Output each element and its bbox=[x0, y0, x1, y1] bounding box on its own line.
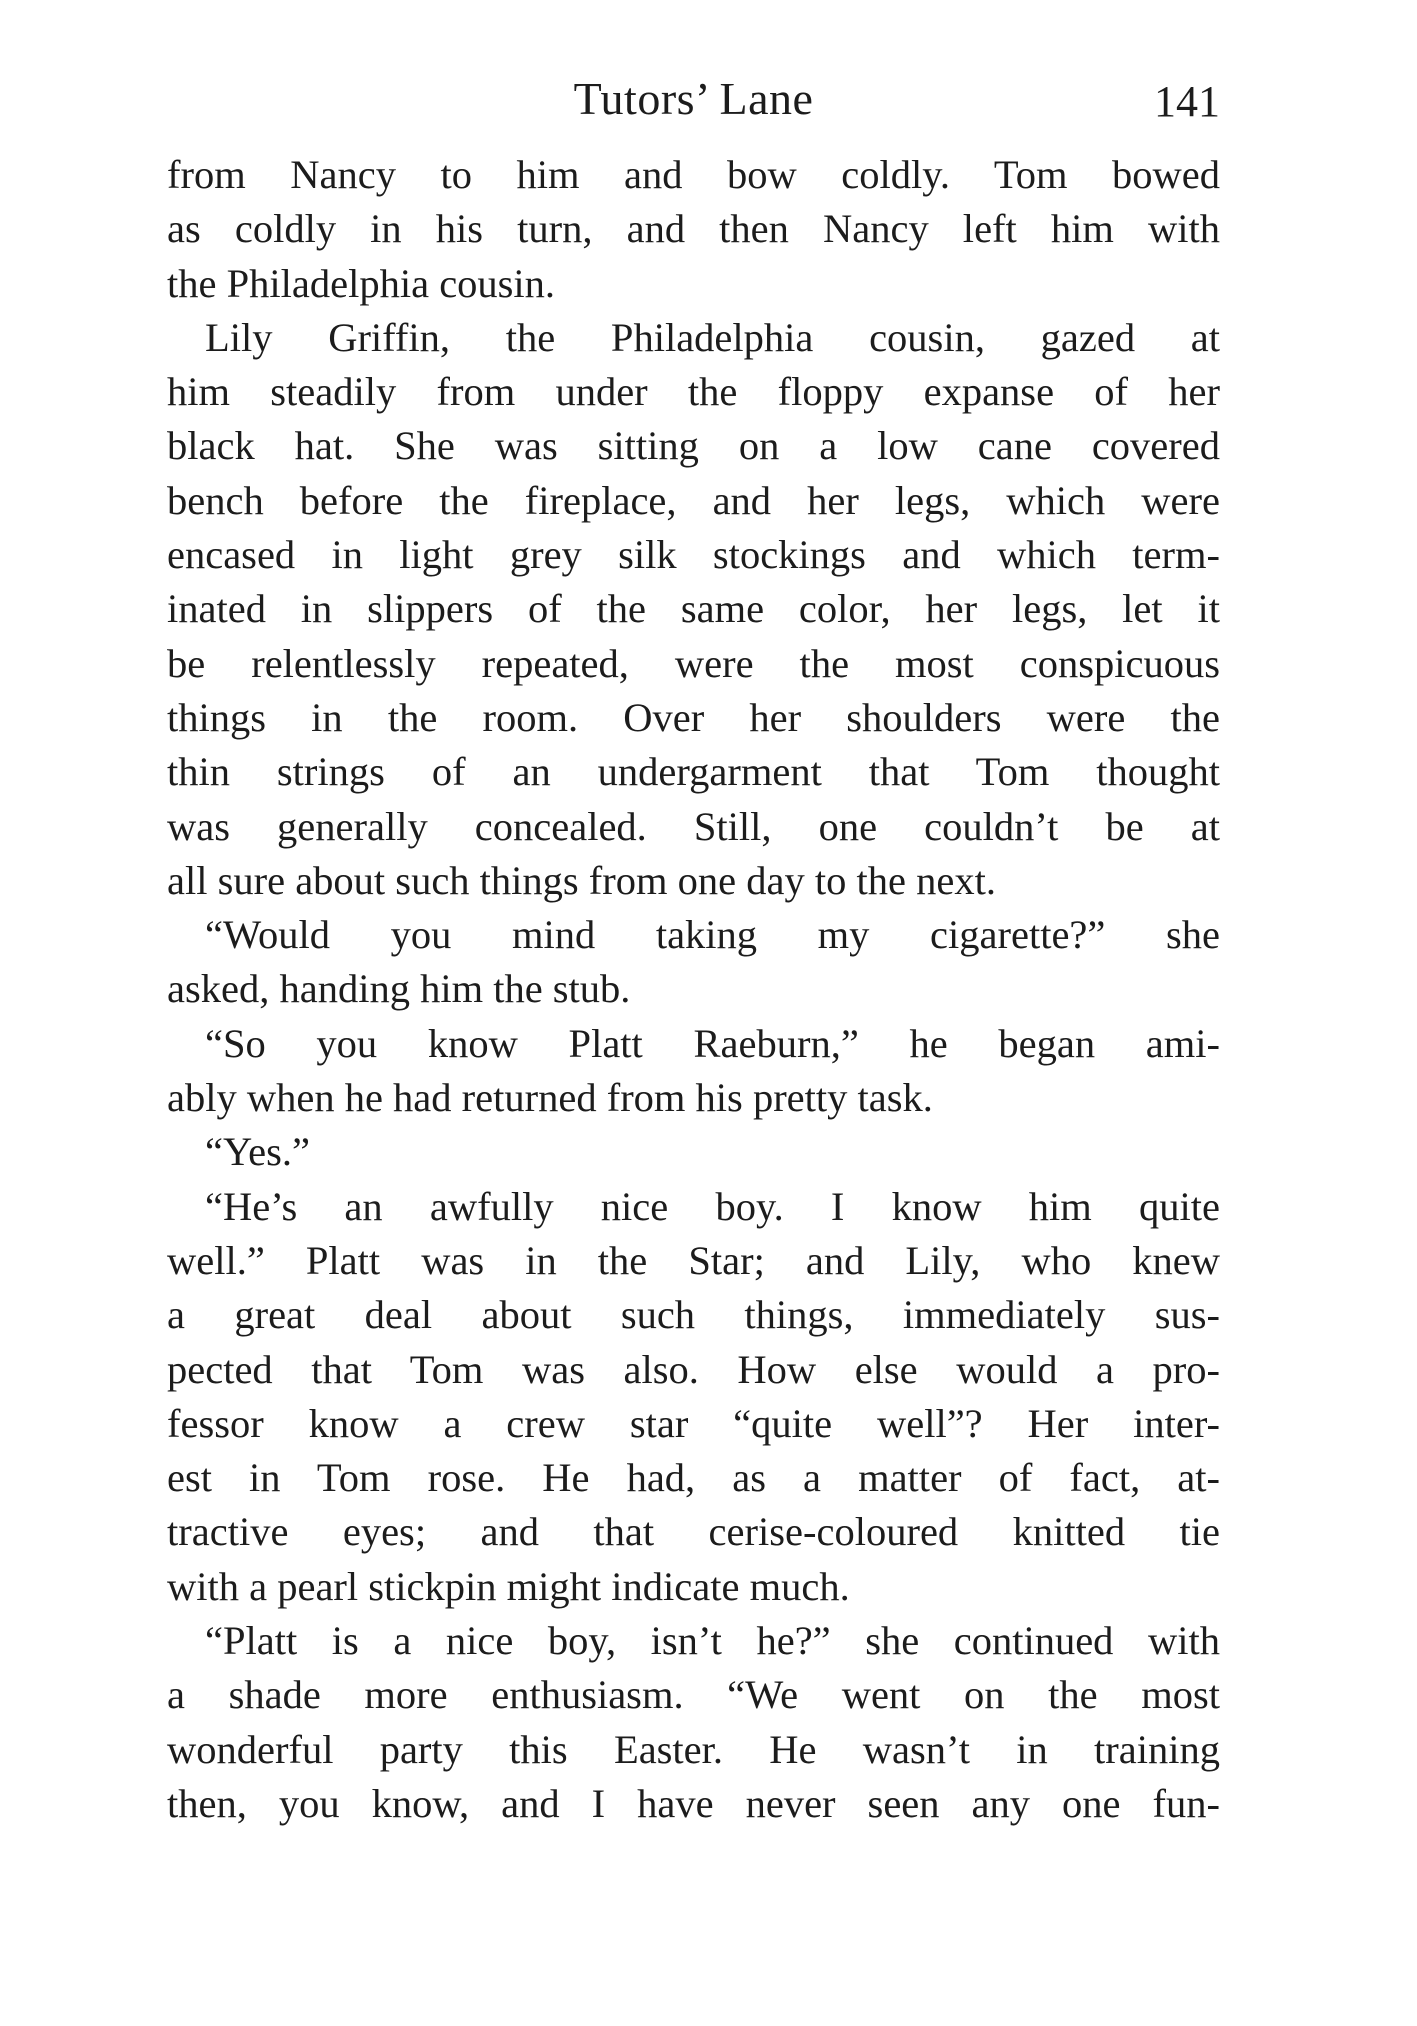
text-line: est in Tom rose. He had, as a matter of fact, at- bbox=[167, 1455, 1220, 1501]
text-line: then, you know, and I have never seen any one fun- bbox=[167, 1780, 1220, 1826]
text-line: thin strings of an undergarment that Tom thought bbox=[167, 749, 1220, 795]
text-line: pected that Tom was also. How else would a pro- bbox=[167, 1346, 1220, 1392]
text-line: all sure about such things from one day to the next. bbox=[167, 857, 996, 903]
text-line: “Yes.” bbox=[205, 1129, 311, 1175]
text-line: tractive eyes; and that cerise-coloured knitted tie bbox=[167, 1509, 1220, 1555]
text-line: with a pearl stickpin might indicate much. bbox=[167, 1563, 850, 1609]
text-line: encased in light grey silk stockings and which term- bbox=[167, 532, 1220, 578]
text-line: a great deal about such things, immediately sus- bbox=[167, 1292, 1220, 1338]
text-line: ably when he had returned from his pretty task. bbox=[167, 1075, 933, 1121]
text-line: be relentlessly repeated, were the most conspicuous bbox=[167, 640, 1220, 686]
text-line: things in the room. Over her shoulders were the bbox=[167, 694, 1220, 740]
text-line: him steadily from under the floppy expanse of her bbox=[167, 369, 1220, 415]
page-number: 141 bbox=[1154, 77, 1220, 126]
text-line: asked, handing him the stub. bbox=[167, 966, 631, 1012]
text-line: inated in slippers of the same color, her legs, let it bbox=[167, 586, 1220, 632]
running-title: Tutors’ Lane bbox=[573, 73, 814, 124]
page-header bbox=[167, 72, 1220, 142]
text-line: fessor know a crew star “quite well”? Her inter- bbox=[167, 1400, 1220, 1446]
text-line: “Would you mind taking my cigarette?” she bbox=[205, 912, 1220, 958]
body-text bbox=[167, 148, 1220, 1831]
text-line: black hat. She was sitting on a low cane covered bbox=[167, 423, 1220, 469]
text-line: wonderful party this Easter. He wasn’t in training bbox=[167, 1726, 1220, 1772]
text-line: “He’s an awfully nice boy. I know him quite bbox=[205, 1183, 1220, 1229]
text-line: bench before the fireplace, and her legs, which were bbox=[167, 477, 1220, 523]
text-line: as coldly in his turn, and then Nancy left him with bbox=[167, 206, 1220, 252]
text-line: “So you know Platt Raeburn,” he began ami- bbox=[205, 1020, 1220, 1066]
text-line: from Nancy to him and bow coldly. Tom bowed bbox=[167, 152, 1220, 197]
text-line: well.” Platt was in the Star; and Lily, who knew bbox=[167, 1237, 1220, 1283]
text-line: a shade more enthusiasm. “We went on the most bbox=[167, 1672, 1220, 1718]
text-line: the Philadelphia cousin. bbox=[167, 260, 556, 306]
text-line: Lily Griffin, the Philadelphia cousin, gazed at bbox=[205, 314, 1220, 360]
text-line: “Platt is a nice boy, isn’t he?” she continued with bbox=[205, 1618, 1220, 1664]
text-line: was generally concealed. Still, one couldn’t be at bbox=[167, 803, 1220, 849]
